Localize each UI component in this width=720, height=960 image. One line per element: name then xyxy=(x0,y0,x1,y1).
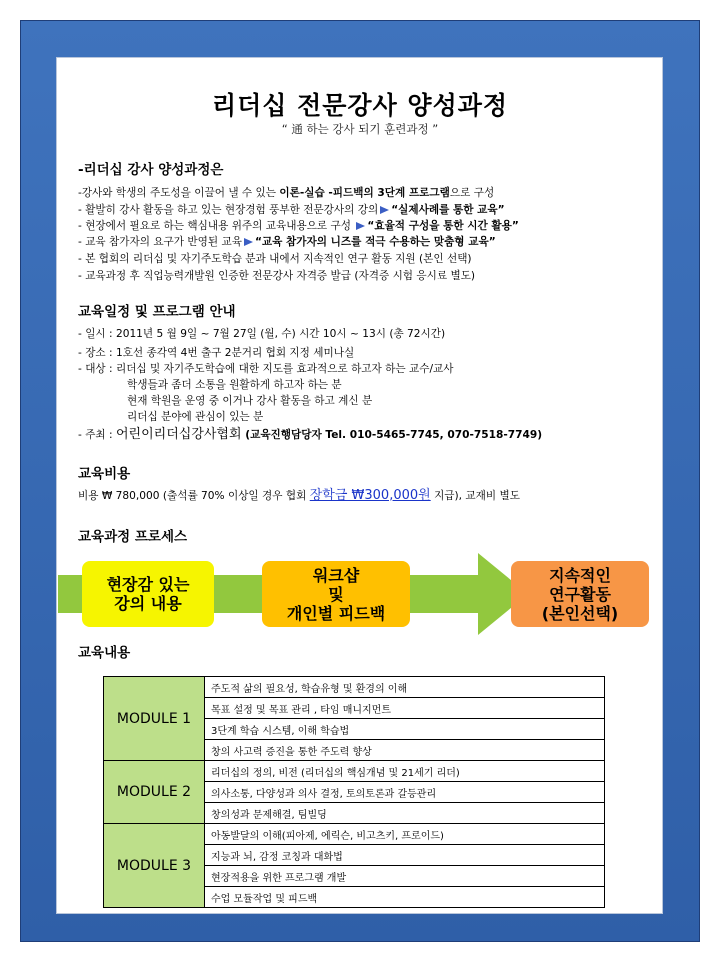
module-item: 지능과 뇌, 감정 코칭과 대화법 xyxy=(205,845,605,866)
arrow-icon xyxy=(356,222,365,230)
module-item: 3단계 학습 시스템, 이해 학습법 xyxy=(205,719,605,740)
process-step-1: 현장감 있는 강의 내용 xyxy=(82,561,214,627)
table-row xyxy=(104,677,605,698)
schedule-heading: 교육일정 및 프로그램 안내 xyxy=(78,304,236,320)
module-item: 의사소통, 다양성과 의사 결정, 토의토론과 갈등관리 xyxy=(205,782,605,803)
intro-line-6: - 교육과정 후 직업능력개발원 인증한 전문강사 자격증 발급 (자격증 시험 응시료 별도) xyxy=(78,270,476,282)
module-item: 목표 설정 및 목표 관리 , 타임 매니지먼트 xyxy=(205,698,605,719)
table-row xyxy=(104,761,605,782)
module-name: MODULE 2 xyxy=(104,761,205,824)
schedule-target-3: 현재 학원을 운영 중 이거나 강사 활동을 하고 계신 분 xyxy=(127,395,373,407)
module-item: 현장적용을 위한 프로그램 개발 xyxy=(205,866,605,887)
arrow-icon xyxy=(244,238,253,246)
intro-line-5: - 본 협회의 리더십 및 자기주도학습 분과 내에서 지속적인 연구 활동 지원 (본인 선택) xyxy=(78,253,472,265)
page-subtitle: “ 通 하는 강사 되기 훈련과정 ” xyxy=(281,122,439,136)
cost-line: 비용 ₩ 780,000 (출석률 70% 이상일 경우 협회 장학금 ₩300,000원 지급), 교재비 별도 xyxy=(78,488,520,503)
module-item: 아동발달의 이해(피아제, 에릭슨, 비고츠키, 프로이드) xyxy=(205,824,605,845)
schedule-target-4: 리더십 분야에 관심이 있는 분 xyxy=(127,411,264,423)
content-heading: 교육내용 xyxy=(78,645,131,661)
module-item: 창의 사고력 증진을 통한 주도력 향상 xyxy=(205,740,605,761)
process-step-2: 워크샵 및 개인별 피드백 xyxy=(262,561,410,627)
schedule-target-2: 학생들과 좀더 소통을 원활하게 하고자 하는 분 xyxy=(127,379,342,391)
intro-line-2: - 활발히 강사 활동을 하고 있는 현장경험 풍부한 전문강사의 강의 “실제사례를 통한 교육” xyxy=(78,204,505,216)
module-item: 리더십의 정의, 비전 (리더십의 핵심개념 및 21세기 리더) xyxy=(205,761,605,782)
schedule-target: - 대상 : 리더십 및 자기주도학습에 대한 지도를 효과적으로 하고자 하는 교수/교사 xyxy=(78,363,454,375)
schedule-host: - 주최 : 어린이리더십강사협회 (교육진행담당자 Tel. 010-5465-7745, 070-7518-7749) xyxy=(78,427,543,442)
intro-line-1: -강사와 학생의 주도성을 이끌어 낼 수 있는 이론-실습 -피드백의 3단계 프로그램으로 구성 xyxy=(78,187,495,199)
module-item: 수업 모듈작업 및 피드백 xyxy=(205,887,605,908)
process-step-3: 지속적인 연구활동 (본인선택) xyxy=(511,561,649,627)
module-item: 창의성과 문제해결, 팀빌딩 xyxy=(205,803,605,824)
module-table xyxy=(103,676,605,908)
process-heading: 교육과정 프로세스 xyxy=(78,529,188,545)
cost-heading: 교육비용 xyxy=(78,466,131,482)
page-title: 리더십 전문강사 양성과정 xyxy=(211,91,509,120)
schedule-place: - 장소 : 1호선 종각역 4번 출구 2분거리 협회 지정 세미나실 xyxy=(78,347,355,359)
schedule-date: - 일시 : 2011년 5 월 9일 ~ 7월 27일 (월, 수) 시간 10시 ~ 13시 (총 72시간) xyxy=(78,328,446,340)
module-name: MODULE 1 xyxy=(104,677,205,761)
table-row xyxy=(104,824,605,845)
module-item: 주도적 삶의 필요성, 학습유형 및 환경의 이해 xyxy=(205,677,605,698)
arrow-icon xyxy=(380,206,389,214)
scholarship-link[interactable]: 장학금 ₩300,000원 xyxy=(309,488,431,503)
intro-line-3: - 현장에서 필요로 하는 핵심내용 위주의 교육내용으로 구성 “효율적 구성을 통한 시간 활용” xyxy=(78,220,519,232)
module-name: MODULE 3 xyxy=(104,824,205,908)
intro-heading: -리더십 강사 양성과정은 xyxy=(78,162,224,178)
intro-line-4: - 교육 참가자의 요구가 반영된 교육 “교육 참가자의 니즈를 적극 수용하는 맞춤형 교육” xyxy=(78,236,496,248)
